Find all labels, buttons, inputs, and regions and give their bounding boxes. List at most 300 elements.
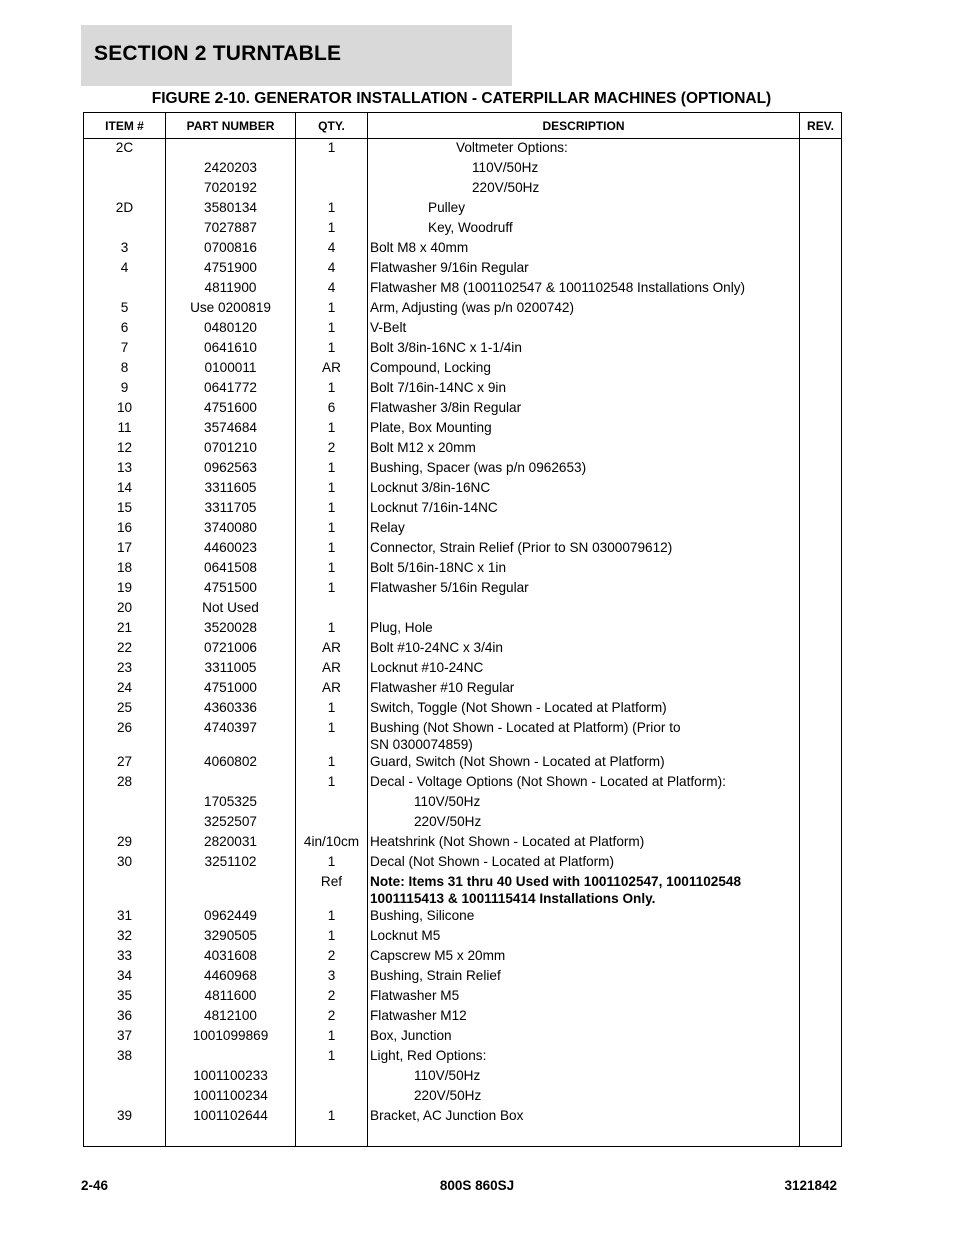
item-cell: 22: [84, 639, 166, 659]
description-line: Bushing, Silicone: [370, 908, 475, 923]
item-cell: 17: [84, 539, 166, 559]
part-number-cell: 0641508: [166, 559, 296, 579]
description-cell: [368, 773, 800, 793]
description-cell: [368, 1047, 800, 1067]
description-cell: [368, 1107, 800, 1127]
qty-cell: 4in/10cm: [296, 833, 368, 853]
table-row: [84, 679, 842, 699]
qty-cell: Ref: [296, 873, 368, 907]
description-cell: [368, 199, 800, 219]
rev-cell: [800, 279, 842, 299]
table-row: [84, 539, 842, 559]
part-number-cell: 0701210: [166, 439, 296, 459]
description-line: Flatwasher M5: [370, 988, 460, 1003]
part-number-cell: 3311605: [166, 479, 296, 499]
qty-cell: [296, 599, 368, 619]
part-number-cell: 0962449: [166, 907, 296, 927]
item-cell: 23: [84, 659, 166, 679]
item-cell: 25: [84, 699, 166, 719]
filler-cell: [84, 1127, 166, 1147]
item-cell: [84, 219, 166, 239]
header-item: ITEM #: [84, 113, 166, 139]
item-cell: 39: [84, 1107, 166, 1127]
qty-cell: 1: [296, 1047, 368, 1067]
table-row: [84, 359, 842, 379]
description-cell: [368, 699, 800, 719]
qty-cell: 1: [296, 699, 368, 719]
part-number-cell: 3580134: [166, 199, 296, 219]
description-cell: [368, 159, 800, 179]
description-line: 110V/50Hz: [414, 794, 481, 809]
item-cell: 15: [84, 499, 166, 519]
description-line: Locknut #10-24NC: [370, 660, 484, 675]
table-row: [84, 439, 842, 459]
table-row: [84, 339, 842, 359]
description-cell: [368, 239, 800, 259]
rev-cell: [800, 719, 842, 753]
description-cell: [368, 793, 800, 813]
description-cell: [368, 659, 800, 679]
rev-cell: [800, 833, 842, 853]
qty-cell: 6: [296, 399, 368, 419]
part-number-cell: 1001102644: [166, 1107, 296, 1127]
item-cell: 12: [84, 439, 166, 459]
description-cell: [368, 599, 800, 619]
qty-cell: [296, 159, 368, 179]
description-cell: [368, 1087, 800, 1107]
description-line: Connector, Strain Relief (Prior to SN 0300079612): [370, 540, 673, 555]
rev-cell: [800, 773, 842, 793]
description-line: Guard, Switch (Not Shown - Located at Platform): [370, 754, 665, 769]
part-number-cell: 0641610: [166, 339, 296, 359]
description-line: Relay: [370, 520, 405, 535]
table-row: [84, 639, 842, 659]
table-row: [84, 299, 842, 319]
filler-cell: [166, 1127, 296, 1147]
qty-cell: 1: [296, 419, 368, 439]
qty-cell: [296, 1087, 368, 1107]
table-row: [84, 259, 842, 279]
qty-cell: 1: [296, 719, 368, 753]
description-line: Decal - Voltage Options (Not Shown - Located at Platform):: [370, 774, 726, 789]
footer-doc-number: 3121842: [784, 1178, 837, 1193]
description-cell: [368, 559, 800, 579]
table-row: [84, 519, 842, 539]
description-line: Voltmeter Options:: [456, 140, 568, 155]
description-cell: [368, 1027, 800, 1047]
rev-cell: [800, 753, 842, 773]
qty-cell: 1: [296, 379, 368, 399]
item-cell: 36: [84, 1007, 166, 1027]
rev-cell: [800, 519, 842, 539]
rev-cell: [800, 873, 842, 907]
description-cell: [368, 1007, 800, 1027]
description-line: Locknut M5: [370, 928, 441, 943]
section-title: SECTION 2 TURNTABLE: [94, 42, 342, 65]
footer-model: 800S 860SJ: [439, 1178, 515, 1193]
description-line: Decal (Not Shown - Located at Platform): [370, 854, 615, 869]
description-line: 220V/50Hz: [414, 1088, 482, 1103]
rev-cell: [800, 659, 842, 679]
description-cell: [368, 259, 800, 279]
item-cell: 5: [84, 299, 166, 319]
qty-cell: 1: [296, 319, 368, 339]
part-number-cell: 4811900: [166, 279, 296, 299]
rev-cell: [800, 599, 842, 619]
rev-cell: [800, 359, 842, 379]
table-row: [84, 1007, 842, 1027]
rev-cell: [800, 793, 842, 813]
description-line: Plate, Box Mounting: [370, 420, 492, 435]
qty-cell: AR: [296, 679, 368, 699]
part-number-cell: 4031608: [166, 947, 296, 967]
rev-cell: [800, 947, 842, 967]
table-row: [84, 239, 842, 259]
description-cell: [368, 139, 800, 160]
table-row: [84, 1067, 842, 1087]
item-cell: 2C: [84, 139, 166, 160]
description-cell: [368, 639, 800, 659]
item-cell: 8: [84, 359, 166, 379]
table-row: [84, 179, 842, 199]
description-line: Flatwasher #10 Regular: [370, 680, 515, 695]
item-cell: [84, 873, 166, 907]
part-number-cell: 4751000: [166, 679, 296, 699]
item-cell: 29: [84, 833, 166, 853]
description-line: Light, Red Options:: [370, 1048, 487, 1063]
item-cell: [84, 813, 166, 833]
qty-cell: [296, 179, 368, 199]
part-number-cell: [166, 773, 296, 793]
qty-cell: 1: [296, 753, 368, 773]
table-row: [84, 219, 842, 239]
table-row: [84, 139, 842, 160]
qty-cell: [296, 1067, 368, 1087]
part-number-cell: 4811600: [166, 987, 296, 1007]
rev-cell: [800, 1107, 842, 1127]
qty-cell: 1: [296, 579, 368, 599]
part-number-cell: 4751900: [166, 259, 296, 279]
rev-cell: [800, 339, 842, 359]
qty-cell: 1: [296, 1107, 368, 1127]
qty-cell: 4: [296, 259, 368, 279]
item-cell: [84, 159, 166, 179]
header-rev: REV.: [800, 113, 842, 139]
description-line: Bolt 3/8in-16NC x 1-1/4in: [370, 340, 522, 355]
description-line: 110V/50Hz: [414, 1068, 481, 1083]
rev-cell: [800, 479, 842, 499]
description-cell: [368, 219, 800, 239]
rev-cell: [800, 399, 842, 419]
part-number-cell: 0962563: [166, 459, 296, 479]
item-cell: 32: [84, 927, 166, 947]
table-row: [84, 459, 842, 479]
part-number-cell: 3574684: [166, 419, 296, 439]
rev-cell: [800, 319, 842, 339]
item-cell: 24: [84, 679, 166, 699]
qty-cell: 1: [296, 499, 368, 519]
description-cell: [368, 459, 800, 479]
rev-cell: [800, 967, 842, 987]
rev-cell: [800, 159, 842, 179]
table-row: [84, 1027, 842, 1047]
table-row: [84, 379, 842, 399]
rev-cell: [800, 699, 842, 719]
header-part-number: PART NUMBER: [166, 113, 296, 139]
qty-cell: 2: [296, 947, 368, 967]
description-cell: [368, 419, 800, 439]
rev-cell: [800, 1007, 842, 1027]
qty-cell: 1: [296, 459, 368, 479]
item-cell: 27: [84, 753, 166, 773]
filler-cell: [368, 1127, 800, 1147]
rev-cell: [800, 1067, 842, 1087]
rev-cell: [800, 219, 842, 239]
qty-cell: 1: [296, 773, 368, 793]
part-number-cell: [166, 873, 296, 907]
table-row: [84, 659, 842, 679]
rev-cell: [800, 439, 842, 459]
item-cell: 26: [84, 719, 166, 753]
table-row: [84, 813, 842, 833]
part-number-cell: 4740397: [166, 719, 296, 753]
item-cell: [84, 179, 166, 199]
description-cell: [368, 967, 800, 987]
part-number-cell: 3740080: [166, 519, 296, 539]
description-line: Note: Items 31 thru 40 Used with 1001102547, 1001102548: [370, 874, 742, 889]
item-cell: 19: [84, 579, 166, 599]
description-line: 110V/50Hz: [472, 160, 539, 175]
description-cell: [368, 813, 800, 833]
description-line: Flatwasher M12: [370, 1008, 467, 1023]
rev-cell: [800, 619, 842, 639]
part-number-cell: 1001100233: [166, 1067, 296, 1087]
parts-table: [83, 112, 842, 1147]
description-line: 220V/50Hz: [414, 814, 482, 829]
table-row: [84, 927, 842, 947]
figure-title: FIGURE 2-10. GENERATOR INSTALLATION - CATERPILLAR MACHINES (OPTIONAL): [151, 90, 772, 107]
description-cell: [368, 579, 800, 599]
description-line: Bolt M8 x 40mm: [370, 240, 469, 255]
description-cell: [368, 853, 800, 873]
table-row: [84, 419, 842, 439]
description-cell: [368, 833, 800, 853]
rev-cell: [800, 639, 842, 659]
item-cell: 6: [84, 319, 166, 339]
rev-cell: [800, 419, 842, 439]
part-number-cell: 4751600: [166, 399, 296, 419]
rev-cell: [800, 199, 842, 219]
description-line: Locknut 7/16in-14NC: [370, 500, 498, 515]
table-row: [84, 987, 842, 1007]
table-row: [84, 579, 842, 599]
description-cell: [368, 539, 800, 559]
rev-cell: [800, 559, 842, 579]
item-cell: 37: [84, 1027, 166, 1047]
description-line: Compound, Locking: [370, 360, 491, 375]
description-cell: [368, 439, 800, 459]
description-line: Bracket, AC Junction Box: [370, 1108, 524, 1123]
table-row: [84, 159, 842, 179]
item-cell: 2D: [84, 199, 166, 219]
item-cell: 34: [84, 967, 166, 987]
qty-cell: [296, 793, 368, 813]
item-cell: 33: [84, 947, 166, 967]
table-row: [84, 853, 842, 873]
qty-cell: 1: [296, 907, 368, 927]
description-line: V-Belt: [370, 320, 407, 335]
qty-cell: AR: [296, 659, 368, 679]
item-cell: 20: [84, 599, 166, 619]
table-header-row: [84, 113, 842, 139]
rev-cell: [800, 987, 842, 1007]
qty-cell: 1: [296, 339, 368, 359]
table-row: [84, 319, 842, 339]
description-line: Flatwasher 5/16in Regular: [370, 580, 529, 595]
part-number-cell: 4360336: [166, 699, 296, 719]
rev-cell: [800, 927, 842, 947]
rev-cell: [800, 459, 842, 479]
description-line: Heatshrink (Not Shown - Located at Platform): [370, 834, 645, 849]
qty-cell: 4: [296, 239, 368, 259]
parts-table-body: [84, 139, 842, 1147]
part-number-cell: [166, 1047, 296, 1067]
part-number-cell: 3311005: [166, 659, 296, 679]
description-cell: [368, 619, 800, 639]
table-row: [84, 279, 842, 299]
rev-cell: [800, 1047, 842, 1067]
part-number-cell: 4460968: [166, 967, 296, 987]
description-cell: [368, 379, 800, 399]
part-number-cell: 0100011: [166, 359, 296, 379]
item-cell: 9: [84, 379, 166, 399]
description-line: Capscrew M5 x 20mm: [370, 948, 506, 963]
section-header: [81, 25, 512, 86]
part-number-cell: 3290505: [166, 927, 296, 947]
item-cell: [84, 793, 166, 813]
description-line: SN 0300074859): [370, 737, 473, 752]
table-row: [84, 559, 842, 579]
part-number-cell: 4460023: [166, 539, 296, 559]
header-description: DESCRIPTION: [368, 113, 800, 139]
item-cell: 13: [84, 459, 166, 479]
table-row: [84, 599, 842, 619]
qty-cell: 1: [296, 927, 368, 947]
qty-cell: 1: [296, 199, 368, 219]
part-number-cell: 7027887: [166, 219, 296, 239]
qty-cell: 1: [296, 559, 368, 579]
table-row: [84, 1047, 842, 1067]
qty-cell: 3: [296, 967, 368, 987]
description-line: Locknut 3/8in-16NC: [370, 480, 491, 495]
part-number-cell: Not Used: [166, 599, 296, 619]
description-line: Bolt 7/16in-14NC x 9in: [370, 380, 507, 395]
description-cell: [368, 987, 800, 1007]
rev-cell: [800, 299, 842, 319]
table-row: [84, 873, 842, 907]
filler-cell: [296, 1127, 368, 1147]
part-number-cell: 7020192: [166, 179, 296, 199]
description-cell: [368, 907, 800, 927]
description-line: Bolt 5/16in-18NC x 1in: [370, 560, 507, 575]
description-cell: [368, 753, 800, 773]
item-cell: 4: [84, 259, 166, 279]
table-row: [84, 1087, 842, 1107]
description-cell: [368, 179, 800, 199]
part-number-cell: 1705325: [166, 793, 296, 813]
table-row: [84, 773, 842, 793]
description-cell: [368, 499, 800, 519]
table-row: [84, 399, 842, 419]
description-cell: [368, 873, 800, 907]
description-cell: [368, 1067, 800, 1087]
description-cell: [368, 279, 800, 299]
part-number-cell: 0641772: [166, 379, 296, 399]
qty-cell: 1: [296, 619, 368, 639]
description-line: Flatwasher 3/8in Regular: [370, 400, 522, 415]
description-cell: [368, 299, 800, 319]
description-cell: [368, 319, 800, 339]
item-cell: 31: [84, 907, 166, 927]
qty-cell: 4: [296, 279, 368, 299]
item-cell: 30: [84, 853, 166, 873]
description-line: Key, Woodruff: [428, 220, 513, 235]
part-number-cell: 3311705: [166, 499, 296, 519]
part-number-cell: 0721006: [166, 639, 296, 659]
item-cell: 11: [84, 419, 166, 439]
table-row: [84, 499, 842, 519]
rev-cell: [800, 907, 842, 927]
table-row: [84, 947, 842, 967]
qty-cell: 1: [296, 219, 368, 239]
rev-cell: [800, 499, 842, 519]
description-line: Pulley: [428, 200, 466, 215]
description-line: Bushing (Not Shown - Located at Platform) (Prior to: [370, 720, 681, 735]
qty-cell: 2: [296, 987, 368, 1007]
table-row: [84, 1107, 842, 1127]
description-cell: [368, 359, 800, 379]
description-line: Bushing, Strain Relief: [370, 968, 501, 983]
rev-cell: [800, 813, 842, 833]
description-cell: [368, 399, 800, 419]
footer-page-number: 2-46: [81, 1178, 109, 1193]
description-line: Plug, Hole: [370, 620, 433, 635]
part-number-cell: 4060802: [166, 753, 296, 773]
table-row: [84, 479, 842, 499]
qty-cell: AR: [296, 639, 368, 659]
qty-cell: 1: [296, 299, 368, 319]
part-number-cell: [166, 139, 296, 160]
rev-cell: [800, 679, 842, 699]
item-cell: [84, 1087, 166, 1107]
table-row: [84, 619, 842, 639]
description-line: Bolt M12 x 20mm: [370, 440, 476, 455]
item-cell: 38: [84, 1047, 166, 1067]
part-number-cell: 3520028: [166, 619, 296, 639]
description-cell: [368, 927, 800, 947]
table-row: [84, 699, 842, 719]
item-cell: [84, 1067, 166, 1087]
item-cell: 16: [84, 519, 166, 539]
description-cell: [368, 719, 800, 753]
item-cell: 7: [84, 339, 166, 359]
item-cell: 28: [84, 773, 166, 793]
table-row: [84, 833, 842, 853]
part-number-cell: 1001100234: [166, 1087, 296, 1107]
description-cell: [368, 479, 800, 499]
part-number-cell: 1001099869: [166, 1027, 296, 1047]
rev-cell: [800, 259, 842, 279]
